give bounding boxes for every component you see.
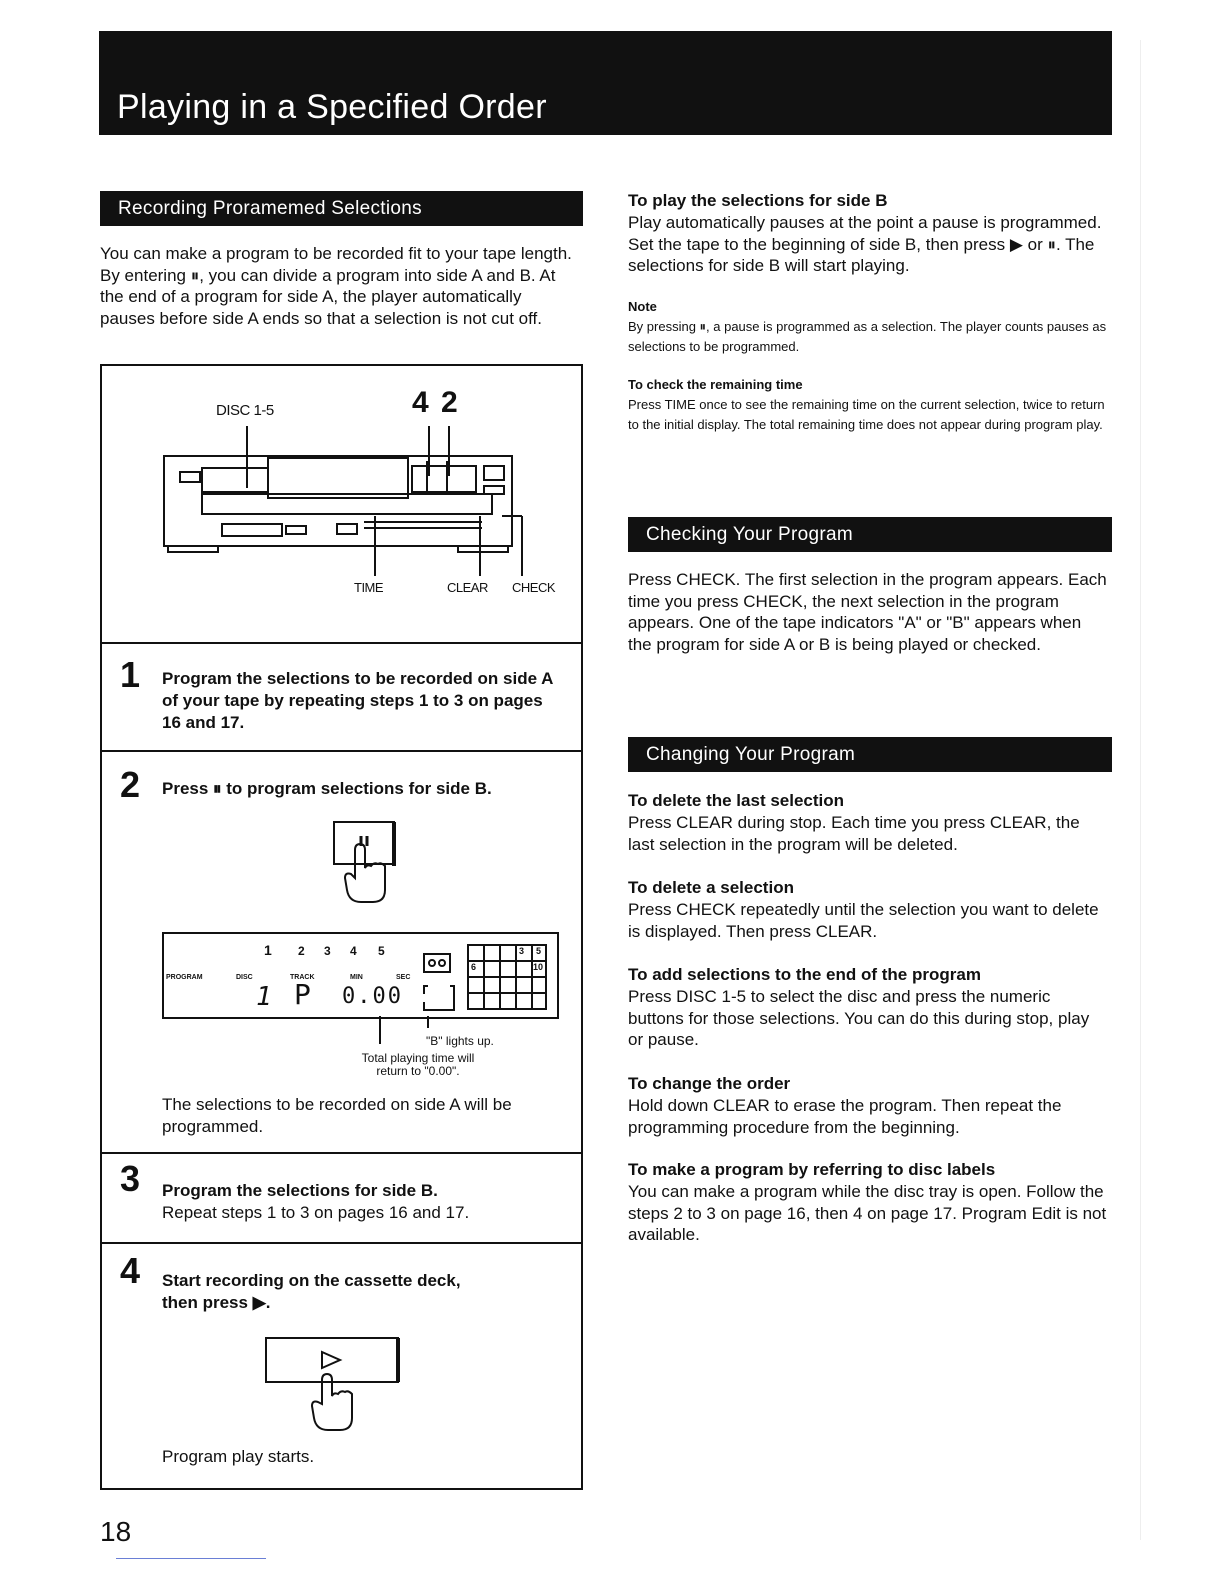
note-title: Note <box>628 299 657 314</box>
track-indicator: TRACK <box>290 974 315 981</box>
step-2-number: 2 <box>120 764 141 805</box>
item-2-text: Press CHECK repeatedly until the selection you want to delete is displayed. Then press CLEAR. <box>628 900 1099 941</box>
play-button-press-icon <box>262 1334 412 1434</box>
callout-b-lights: "B" lights up. <box>426 1034 494 1048</box>
min-indicator: MIN <box>350 974 363 981</box>
step-4-text: Start recording on the cassette deck, then press ▶. <box>162 1271 461 1312</box>
page-edge-line <box>1140 40 1141 1540</box>
diagram-box <box>100 364 583 752</box>
clear-label: CLEAR <box>447 580 488 595</box>
check-label: CHECK <box>512 580 556 595</box>
disc-num-5: 5 <box>378 944 385 958</box>
cd-player-illustration <box>102 366 582 596</box>
track-grid <box>467 944 547 1010</box>
step-2-box <box>100 750 583 1154</box>
disc-label: DISC 1-5 <box>216 402 274 419</box>
item-4-text: Hold down CLEAR to erase the program. Then repeat the programming procedure from the beginning. <box>628 1096 1062 1137</box>
page-title: Playing in a Specified Order <box>117 88 547 126</box>
note-text: By pressing ⏸, a pause is programmed as a selection. The player counts pauses as selections to be programmed. <box>628 319 1107 354</box>
item-5-title: To make a program by referring to disc labels <box>628 1160 996 1179</box>
tape-indicator-icon <box>420 942 460 1012</box>
pause-button-press-icon <box>327 818 407 908</box>
display-panel <box>162 932 559 1019</box>
item-1-text: Press CLEAR during stop. Each time you press CLEAR, the last selection in the program will be deleted. <box>628 813 1080 854</box>
step-4-note: Program play starts. <box>162 1447 315 1466</box>
side-b-title: To play the selections for side B <box>628 191 888 210</box>
checking-text: Press CHECK. The first selection in the program appears. Each time you press CHECK, the next selection in the program appears. One of the tape indicators "A" or "B" appears when the program for side A or B is being played or checked. <box>628 570 1107 654</box>
divider <box>102 642 581 644</box>
time-label: TIME <box>354 580 384 595</box>
disc-num-2: 2 <box>298 944 305 958</box>
side-b-text: Play automatically pauses at the point a pause is programmed. Set the tape to the beginning of side B, then press ▶ or ⏸. The selections for side B will start playing. <box>628 213 1102 275</box>
disc-num-1: 1 <box>264 942 272 958</box>
step-2-note: The selections to be recorded on side A will be programmed. <box>162 1095 512 1136</box>
item-2-title: To delete a selection <box>628 878 794 897</box>
step-3-text: Program the selections for side B. <box>162 1181 438 1200</box>
step-4-number: 4 <box>120 1250 141 1291</box>
step-1-text: Program the selections to be recorded on side A of your tape by repeating steps 1 to 3 on pages 16 and 17. <box>162 669 553 732</box>
grid-5: 5 <box>536 946 542 956</box>
program-indicator: PROGRAM <box>166 974 203 981</box>
footer-line <box>116 1558 266 1559</box>
grid-3: 3 <box>519 946 525 956</box>
section-header-changing: Changing Your Program <box>628 737 1112 772</box>
track-value: P <box>294 978 311 1011</box>
step-3-number: 3 <box>120 1158 141 1199</box>
disc-num-4: 4 <box>350 944 357 958</box>
item-3-title: To add selections to the end of the program <box>628 965 981 984</box>
section-header-checking: Checking Your Program <box>628 517 1112 552</box>
section-header-recording: Recording Proramemed Selections <box>100 191 583 226</box>
sec-indicator: SEC <box>396 974 411 981</box>
step-1-number: 1 <box>120 654 141 695</box>
grid-10: 10 <box>533 962 544 972</box>
step-3-subtext: Repeat steps 1 to 3 on pages 16 and 17. <box>162 1203 470 1222</box>
disc-value: 1 <box>256 982 272 1012</box>
grid-6: 6 <box>471 962 477 972</box>
remaining-text: Press TIME once to see the remaining time on the current selection, twice to return to the initial display. The total remaining time does not appear during program play. <box>628 397 1105 432</box>
item-3-text: Press DISC 1-5 to select the disc and press the numeric buttons for those selections. You can do this during stop, play or pause. <box>628 987 1090 1049</box>
disc-indicator: DISC <box>236 974 253 981</box>
item-1-title: To delete the last selection <box>628 791 845 810</box>
step-2-text: Press ⏸ to program selections for side B. <box>162 779 492 798</box>
disc-num-3: 3 <box>324 944 331 958</box>
page-number: 18 <box>100 1516 132 1547</box>
time-value: 0.00 <box>342 984 403 1009</box>
callout-total-time: Total playing time will return to "0.00". <box>361 1051 475 1078</box>
item-5-text: You can make a program while the disc tray is open. Follow the steps 2 to 3 on page 16, then 4 on page 17. Program Edit is not available. <box>628 1182 1107 1244</box>
number-label: 4 2 <box>412 386 460 419</box>
item-4-title: To change the order <box>628 1074 791 1093</box>
step-3-box <box>100 1152 583 1244</box>
intro-paragraph: You can make a program to be recorded fit to your tape length. By entering ⏸, you can divide a program into side A and B. At the end of a program for side A, the player automatically pauses before side A ends so that a selection is not cut off. <box>100 244 572 328</box>
page-header <box>99 31 1112 135</box>
step-4-box <box>100 1242 583 1490</box>
remaining-title: To check the remaining time <box>628 377 803 392</box>
